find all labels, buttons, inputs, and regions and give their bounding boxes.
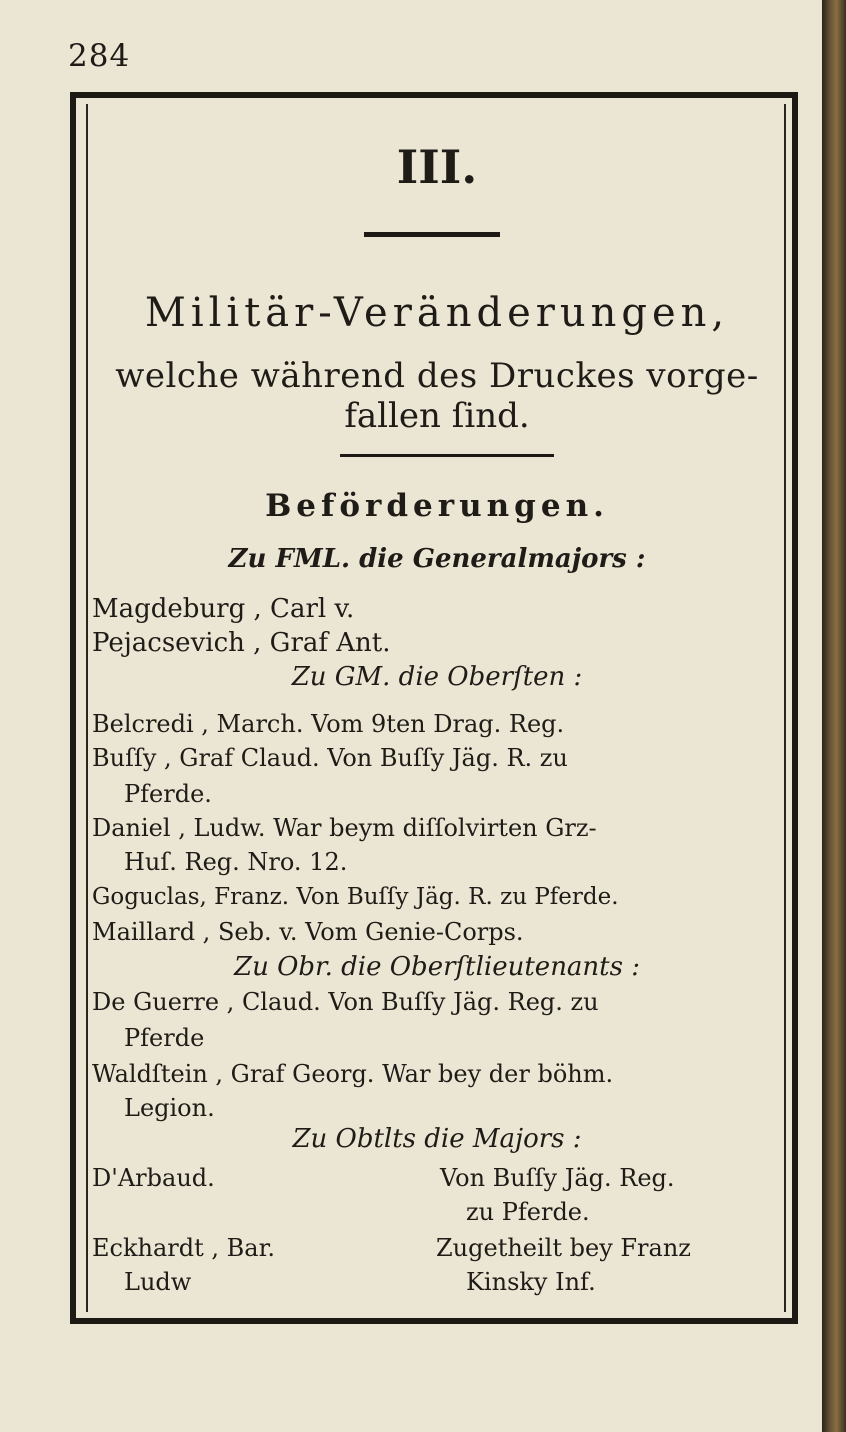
group-heading: Zu Obr. die Oberſtlieutenants : bbox=[234, 952, 640, 982]
book-spine bbox=[822, 0, 846, 1432]
entry-line: Pferde bbox=[124, 1024, 205, 1052]
section-heading: Beförderungen. bbox=[265, 488, 609, 524]
group-heading: Zu GM. die Oberſten : bbox=[291, 662, 583, 692]
entry-line: Huſ. Reg. Nro. 12. bbox=[124, 848, 348, 876]
entry-line: Waldſtein , Graf Georg. War bey der böhm. bbox=[92, 1060, 614, 1088]
divider-rule bbox=[340, 454, 554, 457]
entry-line: Kinsky Inf. bbox=[466, 1268, 596, 1296]
entry-line: D'Arbaud. bbox=[92, 1164, 215, 1192]
entry-line: Maillard , Seb. v. Vom Genie-Corps. bbox=[92, 918, 524, 946]
entry-line: Goguclas, Franz. Von Buſſy Jäg. R. zu Pferde. bbox=[92, 884, 619, 910]
entry-line: Von Buſſy Jäg. Reg. bbox=[440, 1164, 675, 1192]
entry-line: Zugetheilt bey Franz bbox=[436, 1234, 691, 1262]
entry-line: Eckhardt , Bar. bbox=[92, 1234, 276, 1262]
entry-line: Legion. bbox=[124, 1094, 215, 1122]
group-heading: Zu FML. die Generalmajors : bbox=[228, 544, 646, 574]
page-number: 284 bbox=[68, 38, 131, 74]
entry-line: Ludw bbox=[124, 1268, 192, 1296]
entry-line: Magdeburg , Carl v. bbox=[92, 594, 355, 624]
entry-line: Pejacsevich , Graf Ant. bbox=[92, 628, 391, 658]
page-title: Militär-Veränderungen, bbox=[144, 290, 730, 336]
subtitle-line: fallen ſind. bbox=[344, 396, 530, 436]
entry-line: zu Pferde. bbox=[466, 1198, 590, 1226]
entry-line: Pferde. bbox=[124, 780, 212, 808]
entry-line: Daniel , Ludw. War beym diſſolvirten Grz- bbox=[92, 814, 597, 842]
group-heading: Zu Obtlts die Majors : bbox=[292, 1124, 582, 1154]
divider-rule bbox=[364, 232, 500, 237]
subtitle-line: welche während des Druckes vorge- bbox=[115, 356, 759, 396]
section-number: III. bbox=[396, 140, 478, 194]
entry-line: De Guerre , Claud. Von Buſſy Jäg. Reg. zu bbox=[92, 988, 599, 1016]
entry-line: Buſſy , Graf Claud. Von Buſſy Jäg. R. zu bbox=[92, 744, 568, 772]
entry-line: Belcredi , March. Vom 9ten Drag. Reg. bbox=[92, 710, 565, 738]
